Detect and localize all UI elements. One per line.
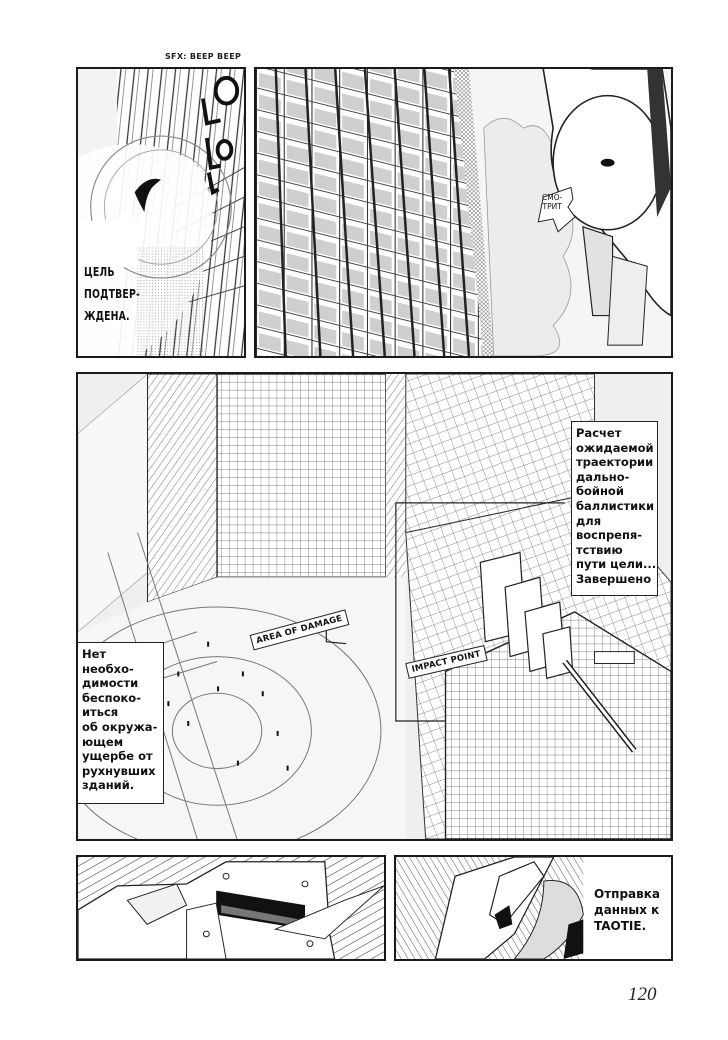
caption-no-need-worry: Нет необхо- димости беспоко- иться об окружа- ющем ущербе от рухнувших зданий. (78, 642, 164, 804)
tag-area-of-damage: AREA OF DAMAGE (250, 609, 349, 650)
skyscraper-robot-art (256, 69, 671, 356)
caption-line: ЖДЕНА. (84, 309, 130, 323)
sfx-label: SFX: BEEP BEEP (165, 52, 242, 61)
panel-4 (76, 855, 386, 961)
mech-device-art (78, 857, 384, 959)
page-number: 120 (628, 984, 657, 1005)
caption-target-confirmed (84, 261, 140, 327)
tag-impact-point: IMPACT POINT (405, 645, 487, 679)
speech-bubble-looks: СМО- ТРИТ (542, 193, 563, 211)
panel-3 (76, 372, 673, 841)
caption-line: ПОДТВЕР- (84, 287, 141, 301)
panel-2 (254, 67, 673, 358)
caption-sending-data: Отправка данных к TAOTIE. (590, 882, 668, 938)
caption-trajectory-calc: Расчет ожидаемой траектории дально- бойной баллистики для воспрепя- тствию пути цели... Завершено (571, 421, 658, 596)
panel-5 (394, 855, 673, 961)
caption-line: ЦЕЛЬ (84, 265, 115, 279)
panel-1 (76, 67, 246, 358)
